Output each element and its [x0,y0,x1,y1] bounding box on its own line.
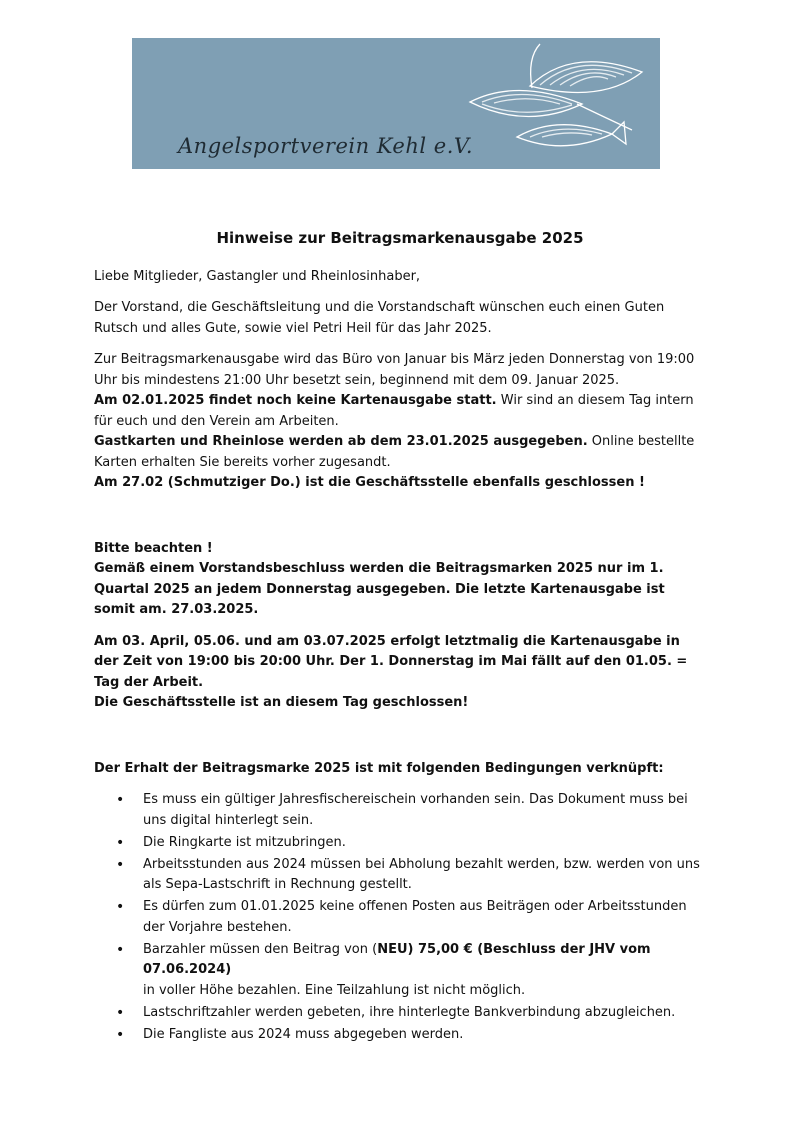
notice-heading: Bitte beachten ! [94,540,213,556]
late-closed-text: Die Geschäftsstelle ist an diesem Tag geschlossen! [94,695,469,710]
document-title: Hinweise zur Beitragsmarkenausgabe 2025 [216,229,584,247]
intro-paragraph: Der Vorstand, die Geschäftsleitung und die Vorstandschaft wünschen euch einen Guten Rutsch und alles Gute, sowie viel Petri Heil für das Jahr 2025. [94,300,665,336]
list-item: • Lastschriftzahler werden gebeten, ihre hinterlegte Bankverbindung abzugleichen. [143,1003,706,1024]
greeting: Liebe Mitglieder, Gastangler und Rheinlosinhaber, [94,268,421,284]
club-name: Angelsportverein Kehl e.V. [178,134,474,158]
notice-text: Gemäß einem Vorstandsbeschluss werden die Beitragsmarken 2025 nur im 1. Quartal 2025 an jedem Donnerstag ausgegeben. Die letzte Kartenausgabe ist somit am. 27.03.2025. [94,561,665,617]
conditions-heading: Der Erhalt der Beitragsmarke 2025 ist mit folgenden Bedingungen verknüpft: [94,760,664,776]
list-item: • Arbeitsstunden aus 2024 müssen bei Abholung bezahlt werden, bzw. werden von uns als Sepa-Lastschrift in Rechnung gestellt. [143,855,706,896]
payment-amount: NEU) 75,00 € (Beschluss der JHV vom 07.06.2024) [143,941,651,977]
list-item: • Die Fangliste aus 2024 muss abgegeben werden. [143,1025,706,1046]
list-item: • Es dürfen zum 01.01.2025 keine offenen Posten aus Beiträgen oder Arbeitsstunden der Vorjahre bestehen. [143,897,706,938]
list-item [143,940,706,1002]
payment-text-start: Barzahler müssen den Beitrag von ( [143,941,378,957]
late-dates-paragraph [94,632,706,714]
list-item: • Die Ringkarte ist mitzubringen. [143,833,706,854]
no-issue-notice: Am 02.01.2025 findet noch keine Kartenausgabe statt. [94,393,497,408]
guest-cards-notice: Gastkarten und Rheinlose werden ab dem 23.01.2025 ausgegeben. [94,434,588,449]
guest-cards-detail: Online bestellte Karten erhalten Sie bereits vorher zugesandt. [94,434,695,470]
office-hours-paragraph [94,350,706,494]
list-item: • Es muss ein gültiger Jahresfischereischein vorhanden sein. Das Dokument muss bei uns digital hinterlegt sein. [143,790,706,831]
conditions-list [94,790,706,1045]
club-banner [132,38,660,169]
notice-paragraph [94,539,706,621]
no-issue-detail: Wir sind an diesem Tag intern für euch und den Verein am Arbeiten. [94,393,694,429]
payment-text-end: in voller Höhe bezahlen. Eine Teilzahlung ist nicht möglich. [143,982,526,998]
office-hours-text: Zur Beitragsmarkenausgabe wird das Büro von Januar bis März jeden Donnerstag von 19:00 Uhr bis mindestens 21:00 Uhr besetzt sein, beginnend mit dem 09. Januar 2025. [94,352,695,388]
document-body [94,228,706,1047]
closed-notice: Am 27.02 (Schmutziger Do.) ist die Geschäftsstelle ebenfalls geschlossen ! [94,475,645,490]
late-dates-text: Am 03. April, 05.06. und am 03.07.2025 erfolgt letztmalig die Kartenausgabe in der Zeit von 19:00 bis 20:00 Uhr. Der 1. Donnerstag im Mai fällt auf den 01.05. = Tag der Arbeit. [94,633,688,690]
